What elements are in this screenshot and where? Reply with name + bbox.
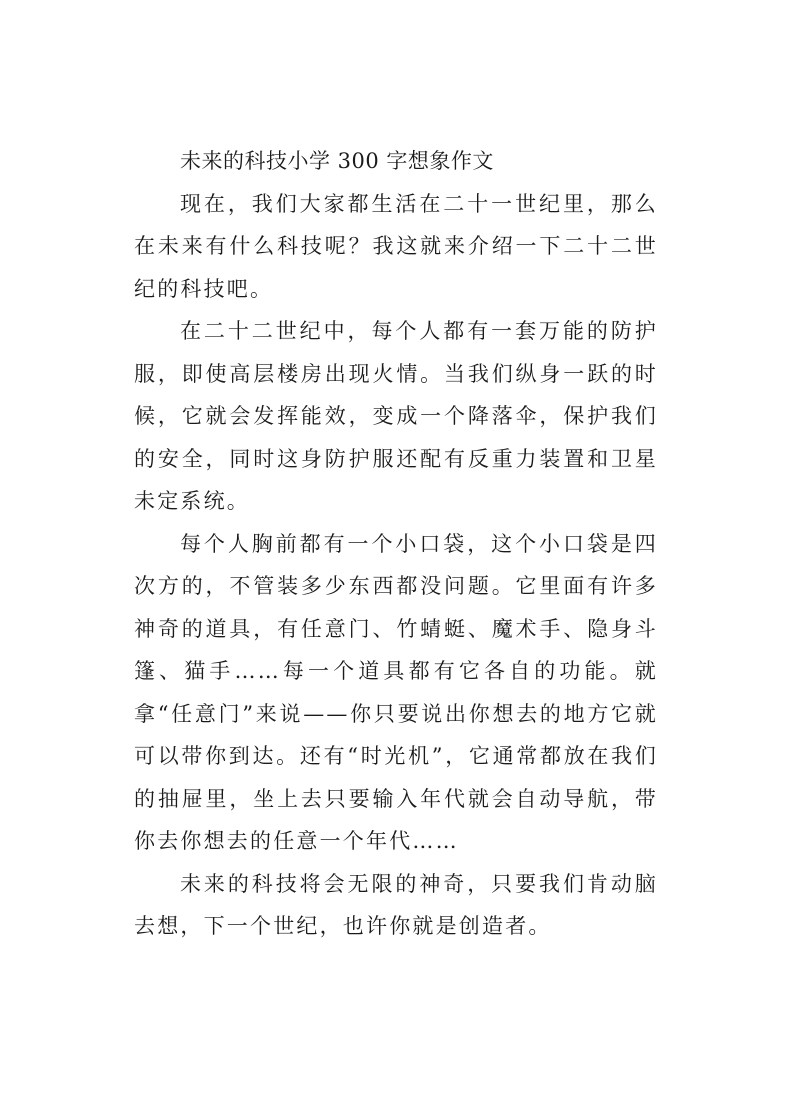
paragraph-protective-suit: 在二十二世纪中，每个人都有一套万能的防护服，即使高层楼房出现火情。当我们纵身一跃的时候，它就会发挥能效，变成一个降落伞，保护我们的安全，同时这身防护服还配有反重力装置和卫星未定系统。 [134, 319, 658, 513]
paragraph-intro: 现在，我们大家都生活在二十一世纪里，那么在未来有什么科技呢？我这就来介绍一下二十二世纪的科技吧。 [134, 191, 658, 301]
document-title: 未来的科技小学 300 字想象作文 [180, 149, 494, 173]
paragraph-magic-pocket: 每个人胸前都有一个小口袋，这个小口袋是四次方的，不管装多少东西都没问题。它里面有许多神奇的道具，有任意门、竹蜻蜓、魔术手、隐身斗篷、猫手……每一个道具都有它各自的功能。就拿“任意门”来说——你只要说出你想去的地方它就可以带你到达。还有“时光机”，它通常都放在我们的抽屉里，坐上去只要输入年代就会自动导航，带你去你想去的任意一个年代…… [134, 531, 658, 853]
document-page [134, 140, 658, 948]
paragraph-conclusion: 未来的科技将会无限的神奇，只要我们肯动脑去想，下一个世纪，也许你就是创造者。 [134, 871, 658, 938]
